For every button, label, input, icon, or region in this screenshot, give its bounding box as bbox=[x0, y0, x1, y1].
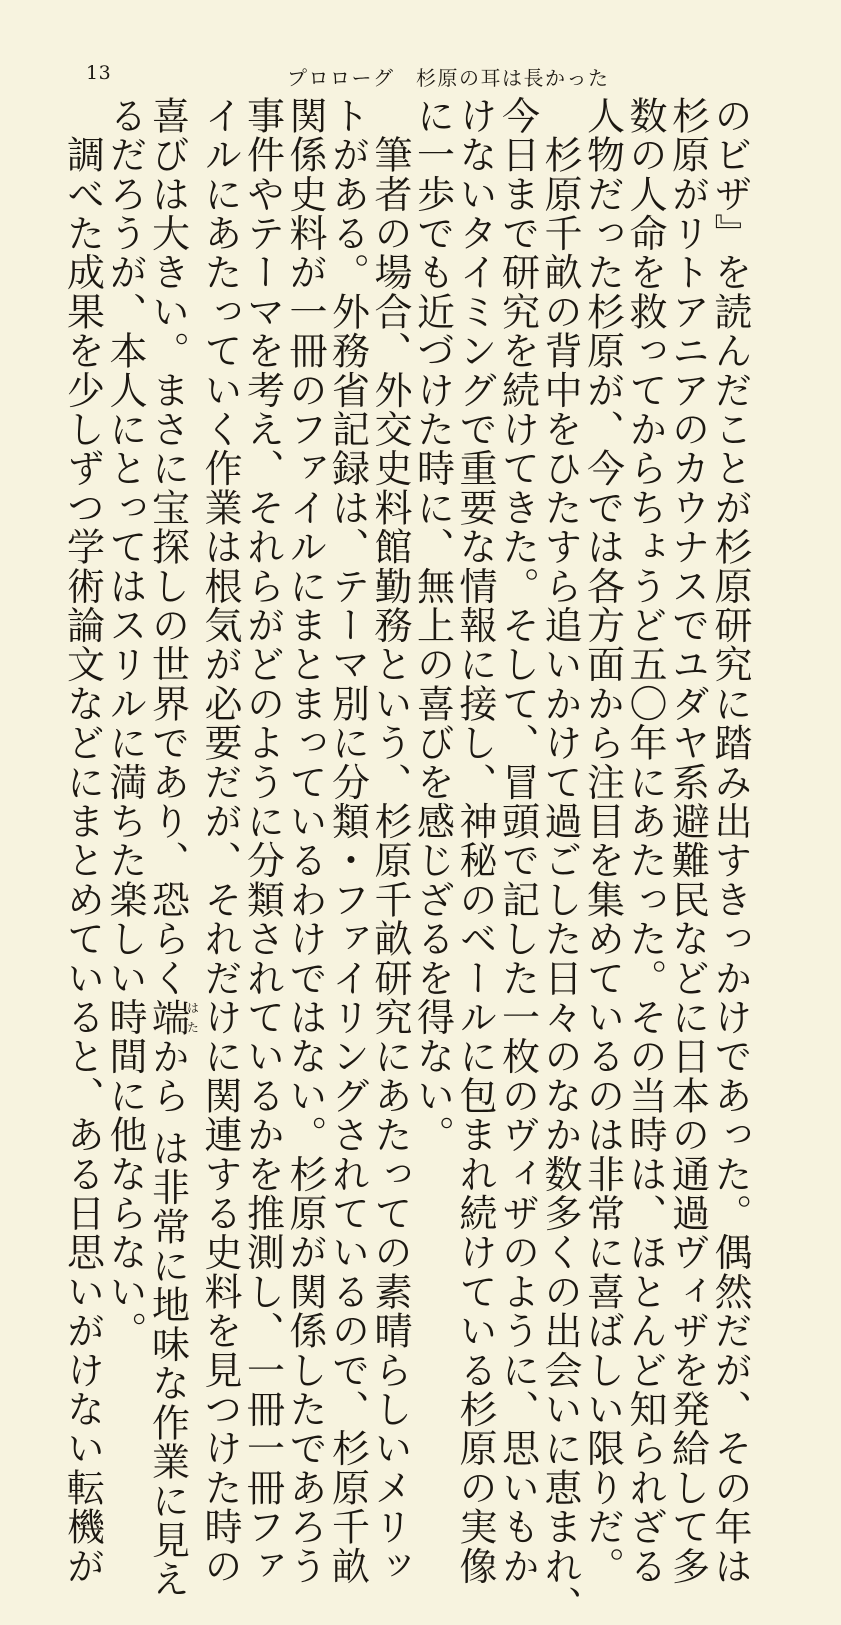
text-line: のビザ』を読んだことが杉原研究に踏み出すきっかけであった。偶然だが、その年は bbox=[708, 96, 752, 1586]
text-segment: 喜びは大きい。まさに宝探しの世界であり、恐らく bbox=[145, 96, 190, 998]
ruby-word bbox=[145, 997, 200, 1037]
text-line: 杉原がリトアニアのカウナスでユダヤ系避難民などに日本の通過ヴィザを発給して多 bbox=[665, 96, 710, 1586]
text-line: けないタイミングで重要な情報に接し、神秘のベールに包まれ続けている杉原の実像 bbox=[453, 96, 497, 1586]
text-line: 関係史料が一冊のファイルにまとまっているわけではない。杉原が関係したであろう bbox=[283, 96, 327, 1586]
text-line: 事件やテーマを考え、それらがどのように分類されているかを推測し、一冊一冊ファ bbox=[240, 96, 285, 1586]
running-title: プロローグ 杉原の耳は長かった bbox=[287, 66, 610, 90]
text-line: イルにあたっていく作業は根気が必要だが、それだけに関連する史料を見つけた時の bbox=[198, 96, 242, 1586]
text-segment: から は非常に地味な作業に見え bbox=[145, 1036, 190, 1599]
text-line: 筆者の場合、外交史料館勤務という、杉原千畝研究にあたっての素晴らしいメリッ bbox=[368, 96, 412, 1586]
page-number: 13 bbox=[86, 62, 112, 84]
ruby-base: 端 bbox=[145, 997, 190, 1037]
text-line: トがある。外務省記録は、テーマ別に分類・ファイリングされているので、杉原千畝 bbox=[325, 96, 370, 1586]
text-line: 調べた成果を少しずつ学術論文などにまとめていると、ある日思いがけない転機が bbox=[60, 96, 105, 1586]
ruby-reading: はた bbox=[185, 997, 200, 1037]
text-line: 今日まで研究を続けてきた。そして、冒頭で記した一枚のヴィザのように、思いもか bbox=[495, 96, 540, 1586]
page-header bbox=[0, 62, 841, 92]
text-line: に一歩でも近づけた時に、無上の喜びを感じざるを得ない。 bbox=[410, 96, 455, 1155]
text-line: 人物だった杉原が、今では各方面から注目を集めているのは非常に喜ばしい限りだ。 bbox=[580, 96, 625, 1586]
text-line: 杉原千畝の背中をひたすら追いかけて過ごした日々のなか数多くの出会いに恵まれ、 bbox=[538, 96, 582, 1625]
text-line: 数の人命を救ってからちょうど五〇年にあたった。その当時は、ほとんど知られざる bbox=[623, 96, 667, 1586]
text-line-with-ruby bbox=[145, 96, 200, 1599]
text-line: るだろうが、本人にとってはスリルに満ちた楽しい時間に他ならない。 bbox=[103, 96, 147, 1351]
vertical-text-block bbox=[60, 96, 752, 1625]
